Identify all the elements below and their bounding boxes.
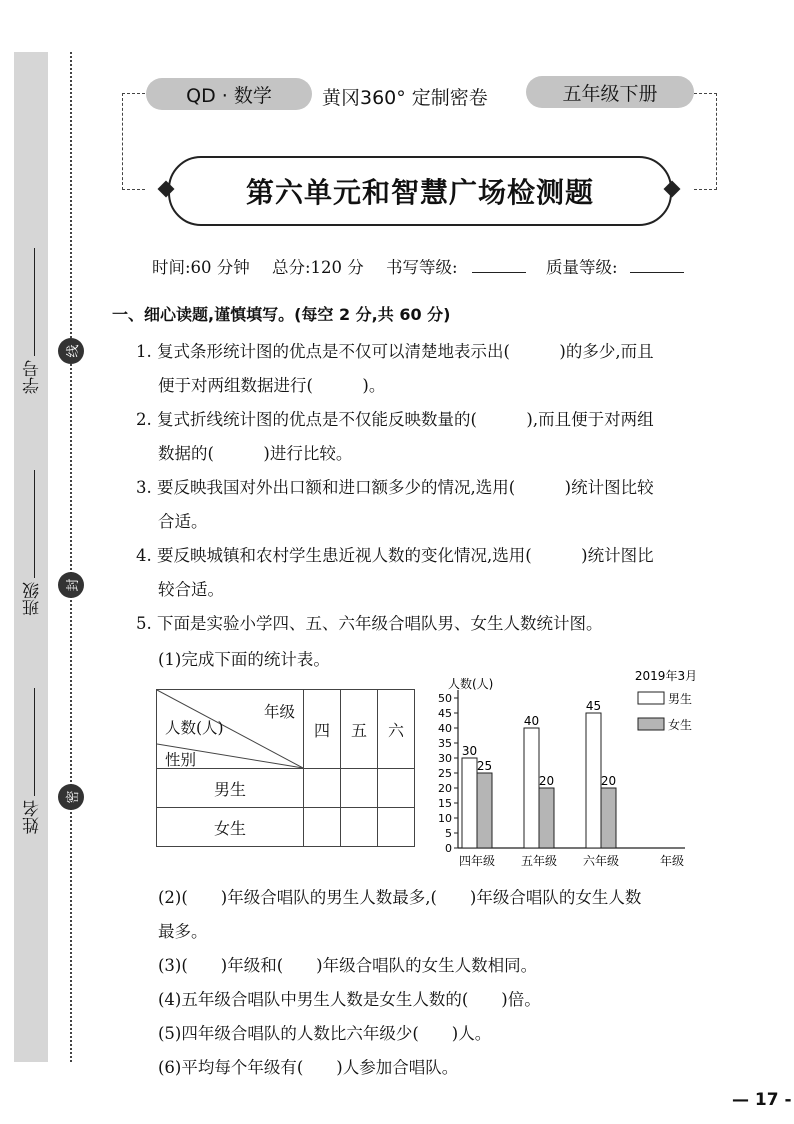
- question-line: 4. 要反映城镇和农村学生患近视人数的变化情况,选用( )统计图比: [136, 546, 654, 565]
- page-number: — 17 -: [732, 1090, 792, 1110]
- row-label: 男生: [157, 769, 304, 808]
- question-line: 合适。: [158, 512, 208, 531]
- question-line: 3. 要反映我国对外出口额和进口额多少的情况,选用( )统计图比较: [136, 478, 654, 497]
- seal-line: 线: [58, 338, 84, 364]
- bar-chart: [420, 668, 710, 873]
- y-tick-label: 25: [438, 767, 452, 780]
- y-tick-label: 35: [438, 737, 452, 750]
- student-id-blank: [34, 248, 35, 356]
- seal-seal: 封: [58, 572, 84, 598]
- info-writing: 书写等级:: [386, 258, 458, 277]
- bar-value-label: 20: [538, 774, 555, 788]
- column-header: 六: [378, 690, 415, 769]
- legend-swatch: [638, 718, 664, 730]
- legend-swatch: [638, 692, 664, 704]
- bar-girls: [601, 788, 616, 848]
- bar-value-label: 20: [600, 774, 617, 788]
- chart-title: 2019年3月: [634, 669, 698, 683]
- table-cell[interactable]: [378, 808, 415, 847]
- seal-secret: 密: [58, 784, 84, 810]
- y-tick-label: 50: [438, 692, 452, 705]
- writing-grade-blank[interactable]: [472, 254, 526, 273]
- table-row: [157, 769, 415, 808]
- page-title: 第六单元和智慧广场检测题: [168, 156, 672, 226]
- question-line: (2)( )年级合唱队的男生人数最多,( )年级合唱队的女生人数: [158, 888, 642, 907]
- table-header-diagonal: [157, 690, 304, 769]
- x-axis-label: 年级: [659, 854, 685, 868]
- name-blank: [34, 688, 35, 796]
- y-tick-label: 20: [438, 782, 452, 795]
- name-label: 姓名: [23, 800, 43, 834]
- info-score: 总分:120 分: [272, 258, 364, 277]
- x-tick-label: 六年级: [582, 854, 620, 868]
- y-tick-label: 40: [438, 722, 452, 735]
- question-line: 较合适。: [158, 580, 224, 599]
- section-heading: 一、细心读题,谨慎填写。(每空 2 分,共 60 分): [112, 305, 451, 324]
- y-tick-label: 15: [438, 797, 452, 810]
- bar-girls: [539, 788, 554, 848]
- question-line: 数据的( )进行比较。: [158, 444, 353, 463]
- grade-pill: 五年级下册: [526, 76, 694, 108]
- info-quality: 质量等级:: [546, 258, 618, 277]
- margin-strip: [14, 52, 48, 1062]
- bar-value-label: 30: [461, 744, 478, 758]
- question-line: 1. 复式条形统计图的优点是不仅可以清楚地表示出( )的多少,而且: [136, 342, 654, 361]
- table-row: [157, 808, 415, 847]
- question-line: 5. 下面是实验小学四、五、六年级合唱队男、女生人数统计图。: [136, 614, 603, 633]
- bar-girls: [477, 773, 492, 848]
- table-cell[interactable]: [341, 808, 378, 847]
- stat-table: [156, 689, 415, 847]
- student-id-label: 学号: [23, 360, 43, 394]
- y-tick-label: 0: [445, 842, 452, 855]
- bar-boys: [586, 713, 601, 848]
- column-header: 四: [304, 690, 341, 769]
- x-tick-label: 五年级: [520, 854, 558, 868]
- question-line: (3)( )年级和( )年级合唱队的女生人数相同。: [158, 956, 538, 975]
- column-header: 五: [341, 690, 378, 769]
- row-label: 女生: [157, 808, 304, 847]
- y-tick-label: 30: [438, 752, 452, 765]
- header-grade: 年级: [263, 703, 295, 721]
- legend-label: 男生: [668, 692, 693, 706]
- bar-boys: [524, 728, 539, 848]
- subject-pill: QD · 数学: [146, 78, 312, 110]
- table-cell[interactable]: [341, 769, 378, 808]
- x-tick-label: 四年级: [458, 854, 496, 868]
- bar-value-label: 40: [523, 714, 540, 728]
- question-line: (5)四年级合唱队的人数比六年级少( )人。: [158, 1024, 492, 1043]
- bar-boys: [462, 758, 477, 848]
- class-blank: [34, 470, 35, 578]
- question-line: 最多。: [158, 922, 208, 941]
- question-line: 2. 复式折线统计图的优点是不仅能反映数量的( ),而且便于对两组: [136, 410, 654, 429]
- header-bracket-left: [122, 93, 145, 190]
- info-time: 时间:60 分钟: [152, 258, 250, 277]
- question-line: (6)平均每个年级有( )人参加合唱队。: [158, 1058, 459, 1077]
- quality-grade-blank[interactable]: [630, 254, 684, 273]
- question-line: (4)五年级合唱队中男生人数是女生人数的( )倍。: [158, 990, 541, 1009]
- legend-label: 女生: [668, 718, 693, 732]
- header-bracket-right: [694, 93, 717, 190]
- bar-value-label: 45: [585, 699, 602, 713]
- y-tick-label: 5: [445, 827, 452, 840]
- class-label: 班级: [23, 582, 43, 616]
- series-title: 黄冈360° 定制密卷: [322, 87, 488, 109]
- y-tick-label: 10: [438, 812, 452, 825]
- table-cell[interactable]: [378, 769, 415, 808]
- header-people: 人数(人): [165, 719, 224, 737]
- table-cell[interactable]: [304, 808, 341, 847]
- header-gender: 性别: [165, 751, 197, 769]
- question-line: 便于对两组数据进行( )。: [158, 376, 386, 395]
- bar-value-label: 25: [476, 759, 493, 773]
- y-axis-label: 人数(人): [448, 677, 494, 691]
- y-tick-label: 45: [438, 707, 452, 720]
- question-line: (1)完成下面的统计表。: [158, 650, 330, 669]
- table-cell[interactable]: [304, 769, 341, 808]
- cut-line: [70, 52, 72, 1062]
